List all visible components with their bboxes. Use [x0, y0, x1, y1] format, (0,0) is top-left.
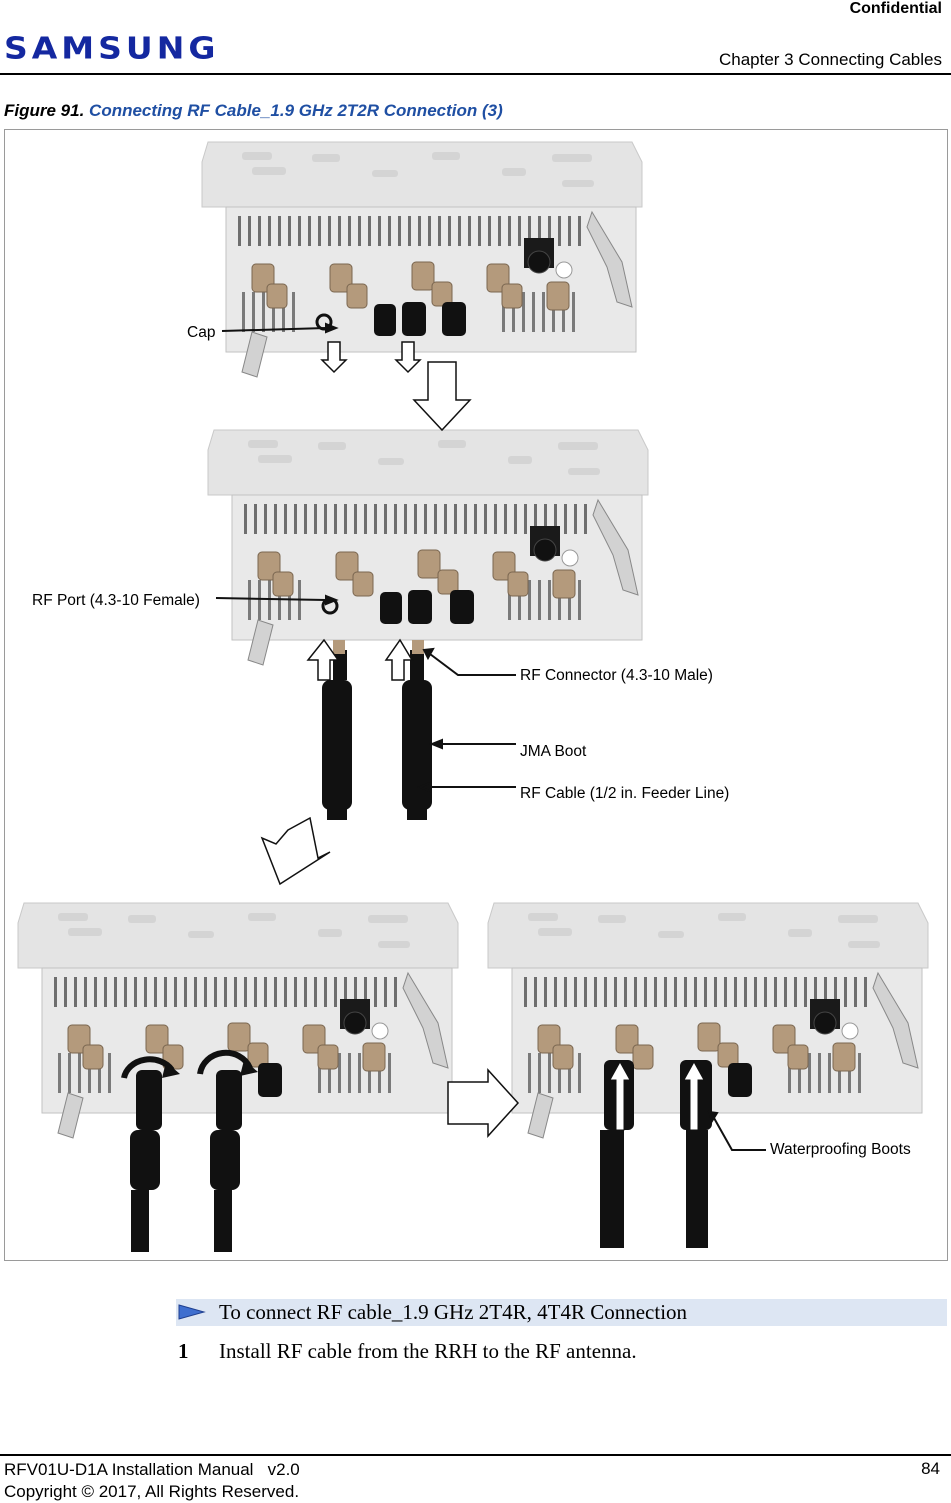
footer-left	[4, 1459, 300, 1503]
step-number: 1	[178, 1339, 189, 1363]
manual-title: RFV01U-D1A Installation Manual v2.0	[4, 1460, 300, 1479]
figure-title: Connecting RF Cable_1.9 GHz 2T2R Connection (3)	[89, 101, 503, 120]
samsung-logo: SAMSUNG	[4, 30, 220, 66]
rrh-unit-1	[202, 142, 642, 377]
chapter-title: Chapter 3 Connecting Cables	[718, 50, 942, 69]
callout-cap: Cap	[187, 324, 216, 341]
step-text: Install RF cable from the RRH to the RF antenna.	[219, 1339, 637, 1363]
callout-waterproofing-boots: Waterproofing Boots	[770, 1141, 911, 1158]
confidential-label: Confidential	[849, 0, 942, 17]
procedure-title: To connect RF cable_1.9 GHz 2T4R, 4T4R Connection	[219, 1300, 688, 1324]
copyright: Copyright © 2017, All Rights Reserved.	[4, 1482, 300, 1501]
callout-rf-cable: RF Cable (1/2 in. Feeder Line)	[520, 785, 730, 802]
rf-cables-upper	[322, 640, 432, 820]
callout-rf-connector: RF Connector (4.3-10 Male)	[520, 667, 713, 684]
rrh-unit-2	[208, 430, 648, 665]
page-number: 84	[921, 1459, 940, 1478]
callout-rf-port: RF Port (4.3-10 Female)	[32, 592, 200, 609]
footer-divider	[0, 1454, 951, 1456]
callout-jma-boot: JMA Boot	[520, 743, 587, 760]
figure-label: Figure 91.	[4, 101, 85, 120]
procedure-arrow-icon	[178, 1302, 206, 1322]
